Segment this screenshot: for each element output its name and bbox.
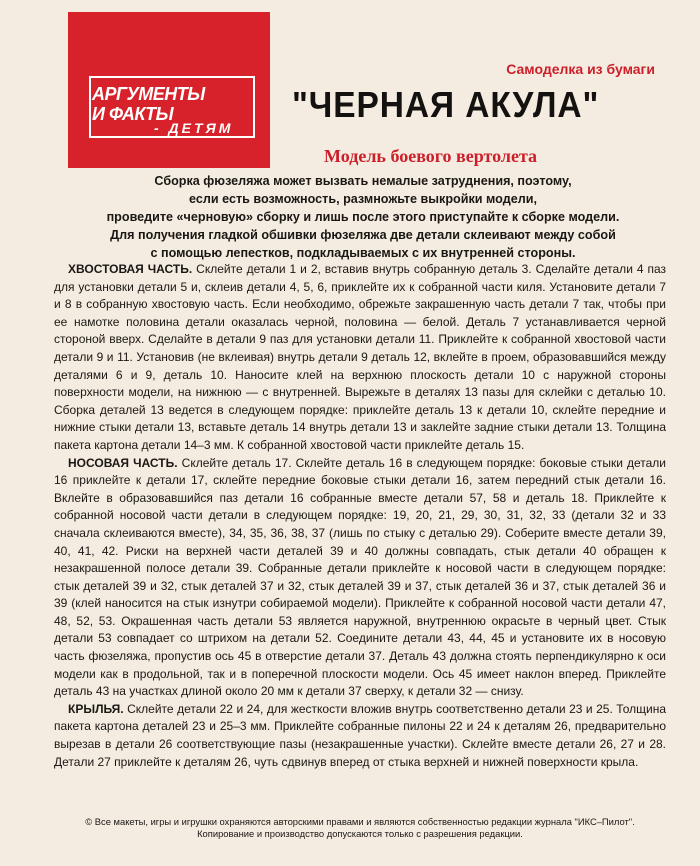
intro-line: Для получения гладкой обшивки фюзеляжа две детали склеивают между собой [110,228,616,242]
section-text-nose: Склейте деталь 17. Склейте деталь 16 в следующем порядке: боковые стыки детали 16 приклейте к детали 17, склейте передние боковые стыки детали 16, затем передний стык детали 16. Вклейте в образовавшийся паз детали 16 собранные вместе детали 57, 58 и деталь 18. Приклейте к собранной носовой части детали в следующем порядке: 19, 20, 21, 29, 30, 31, 32, 33 (детали 32 и 33 сначала склеиваются вместе), 34, 35, 36, 38, 37 (лишь по стыку с деталью 29). Соберите вместе детали 39, 40, 41, 42. Риски на верхней части деталей 39 и 40 должны совпадать, стык детали 40 обращен к незакрашенной полосе детали 39. Собранные детали приклейте к носовой части в следующем порядке: стык деталей 39 и 32, стык деталей 37 и 32, стык деталей 39 и 37, стык деталей 36 и 37, стык деталей 36 и 39 (клей наносится на стык изнутри собираемой модели). Приклейте к собранной носовой части детали 47, 48, 52, 53. Окрашенная часть детали 53 является наружной, внутреннюю окрасьте в черный цвет. Стык детали 53 совпадает со штрихом на детали 52. Соедините детали 43, 44, 45 и установите их в носовую часть фюзеляжа, пропустив ось 45 в отверстие детали 37. Деталь 43 должна стоять перпендикулярно к оси модели как в продольной, так и в поперечной плоскости модели. Ось 45 имеет наклон вперед. Приклейте деталь 43 на участках длиной около 20 мм к детали 37 сверху, к детали 32 — снизу. [54,455,666,699]
section-nose [54,455,666,701]
intro-line: Сборка фюзеляжа может вызвать немалые затруднения, поэтому, [154,174,572,188]
magazine-logo [68,12,270,168]
page-title: "ЧЕРНАЯ АКУЛА" [292,84,600,125]
intro-line: проведите «черновую» сборку и лишь после этого приступайте к сборке модели. [106,210,620,224]
intro-paragraph [66,172,660,262]
section-text-tail: Склейте детали 1 и 2, вставив внутрь собранную деталь 3. Сделайте детали 4 паз для установки детали 5 и, склеив детали 4, 5, 6, приклейте их к собранной части киля. Установите детали 7 и 8 в собранную хвостовую часть. Если необходимо, обрежьте закрашенную часть детали 7 так, чтобы при ее намотке половина детали оказалась черной, половина — белой. Деталь 7 устанавливается черной стороной вверх. Сделайте в детали 9 паз для установки детали 11. Приклейте к собранной хвостовой части детали 9 и 11. Установив (не вклеивая) внутрь детали 9 деталь 12, вклейте в проем, образовавшийся между деталями 6 и 9, деталь 10. Наносите клей на верхнюю плоскость детали 10 с наружной стороны поверхности модели, на нижнюю — с внутренней. Вырежьте в деталях 13 пазы для склейки с деталью 10. Сборка деталей 13 ведется в следующем порядке: приклейте деталь 13 к детали 10, склейте передние и нижние стыки детали 13, вставьте деталь 14 внутрь детали 13 и заклейте задние стыки детали 13. Толщина пакета картона детали 14–3 мм. К собранной хвостовой части приклейте деталь 15. [54,262,667,452]
page-subtitle: Модель боевого вертолета [324,146,538,166]
logo-line-1: АРГУМЕНТЫ [92,84,205,104]
copyright-line-2: Копирование и производство допускаются только с разрешения редакции. [197,828,523,839]
logo-line-3: - ДЕТЯМ [154,120,234,136]
section-wings [54,701,666,771]
logo-line-2: И ФАКТЫ [92,104,174,124]
intro-line: с помощью лепестков, подкладываемых с их внутренней стороны. [150,246,576,260]
copyright-line-1: © Все макеты, игры и игрушки охраняются авторскими правами и являются собственностью редакции журнала "ИКС–Пилот". [85,816,635,827]
intro-line: если есть возможность, размножьте выкройки модели, [189,192,537,206]
section-tail [54,261,666,455]
section-heading-tail: ХВОСТОВАЯ ЧАСТЬ. [68,262,193,276]
section-heading-wings: КРЫЛЬЯ. [68,701,124,716]
section-kicker: Самоделка из бумаги [506,61,655,77]
instructions-body [54,261,666,771]
section-heading-nose: НОСОВАЯ ЧАСТЬ. [68,455,178,470]
section-text-wings: Склейте детали 22 и 24, для жесткости вложив внутрь соответственно детали 23 и 25. Толщина пакета картона деталей 23 и 25–3 мм. Приклейте собранные пилоны 22 и 24 к деталям 26, предварительно вырезав в детали 26 соответствующие пазы (незакрашенные участки). Склейте вместе детали 26, 27 и 28. Детали 27 приклейте к деталям 26, чуть сдвинув вперед от стыка верхней и нижней поверхности крыла. [54,701,666,769]
copyright-footer [54,816,666,840]
